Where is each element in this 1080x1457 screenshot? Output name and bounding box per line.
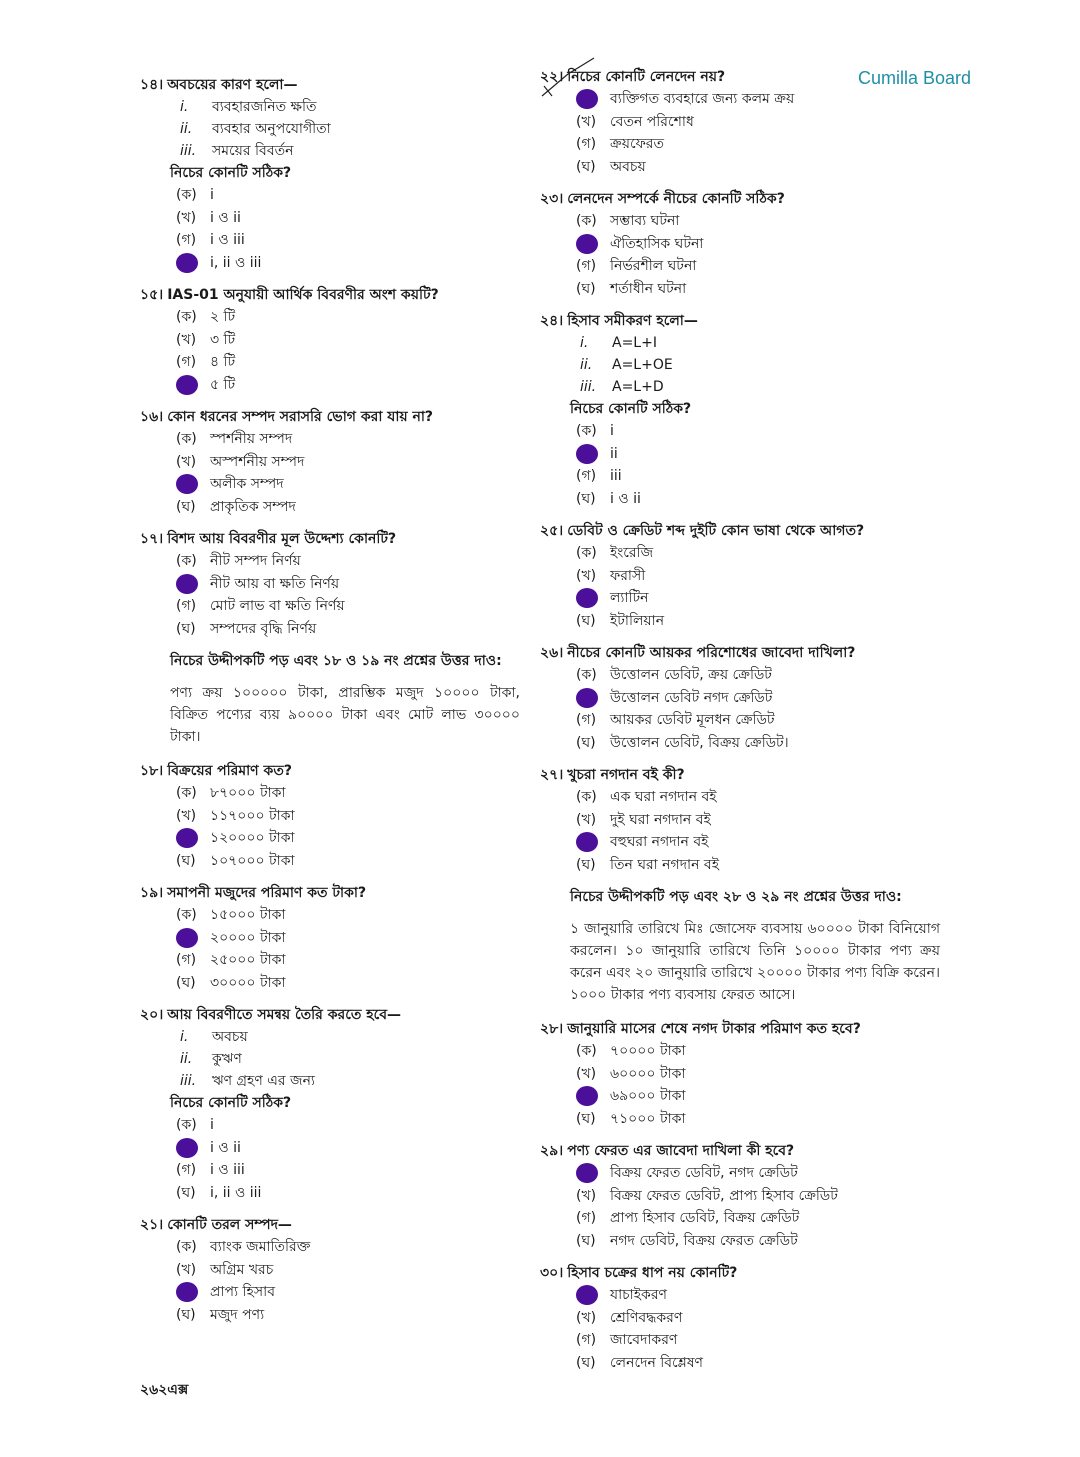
- answer-bubble-icon: [576, 1163, 598, 1183]
- question-text: নিচের কোনটি লেনদেন নয়?: [567, 69, 726, 85]
- option-selected: ঐতিহাসিক ঘটনা: [540, 233, 940, 256]
- question-text: বিক্রয়ের পরিমাণ কত?: [167, 763, 292, 779]
- option: (ঘ) তিন ঘরা নগদান বই: [576, 856, 720, 873]
- answer-bubble-icon: [576, 234, 598, 254]
- answer-bubble-icon: [176, 375, 198, 395]
- option-selected: i ও ii: [140, 1137, 520, 1160]
- option: (ক) ১৫০০০ টাকা: [176, 907, 286, 923]
- question-text: সমাপনী মজুদের পরিমাণ কত টাকা?: [167, 885, 367, 901]
- option: (খ) ১১৭০০০ টাকা: [176, 807, 295, 824]
- option: (ক) i: [176, 187, 214, 203]
- option: (ক) ২ টি: [176, 309, 236, 325]
- option-selected: ব্যক্তিগত ব্যবহারে জন্য কলম ক্রয়: [540, 88, 940, 111]
- option: (ঘ) প্রাকৃতিক সম্পদ: [176, 498, 296, 515]
- passage-instructions: নিচের উদ্দীপকটি পড় এবং ১৮ ও ১৯ নং প্রশ্নের উত্তর দাও:: [170, 653, 502, 669]
- option: (ক) ৭০০০০ টাকা: [576, 1043, 686, 1059]
- option: (খ) শ্রেণিবদ্ধকরণ: [576, 1309, 683, 1326]
- question-text: খুচরা নগদান বই কী?: [567, 767, 685, 783]
- right-column: [540, 60, 940, 1384]
- option: (ক) উত্তোলন ডেবিট, ক্রয় ক্রেডিট: [576, 667, 772, 683]
- question-16: ১৬। কোন ধরনের সম্পদ সরাসরি ভোগ করা যায় না? (ক) স্পর্শনীয় সম্পদ (খ) অস্পর্শনীয় সম্পদ অলীক সম্পদ (ঘ) প্রাকৃতিক সম্পদ: [140, 406, 520, 518]
- question-29: ২৯। পণ্য ফেরত এর জাবেদা দাখিলা কী হবে? বিক্রয় ফেরত ডেবিট, নগদ ক্রেডিট (খ) বিক্রয় ফেরত ডেবিট, প্রাপ্য হিসাব ক্রেডিট (গ) প্রাপ্য হিসাব ডেবিট, বিক্রয় ক্রেডিট (ঘ) নগদ ডেবিট, বিক্রয় ফেরত ক্রেডিট: [540, 1140, 940, 1252]
- question-text: কোনটি তরল সম্পদ—: [167, 1217, 292, 1233]
- option: (ক) ব্যাংক জমাতিরিক্ত: [176, 1239, 311, 1255]
- question-prompt: নিচের কোনটি সঠিক?: [170, 1095, 292, 1111]
- option-selected: উত্তোলন ডেবিট নগদ ক্রেডিট: [540, 687, 940, 710]
- left-column: [140, 60, 520, 1336]
- answer-bubble-icon: [176, 574, 198, 594]
- option-selected: ২০০০০ টাকা: [140, 927, 520, 950]
- answer-bubble-icon: [576, 688, 598, 708]
- statement: ii. ব্যবহার অনুপযোগীতা: [180, 121, 331, 137]
- option-selected: ৬৯০০০ টাকা: [540, 1085, 940, 1108]
- answer-bubble-icon: [176, 474, 198, 494]
- option-selected: ল্যাটিন: [540, 587, 940, 610]
- answer-bubble-icon: [176, 253, 198, 273]
- option: (ঘ) নগদ ডেবিট, বিক্রয় ফেরত ক্রেডিট: [576, 1232, 798, 1249]
- option: (ঘ) ১০৭০০০ টাকা: [176, 852, 295, 869]
- answer-bubble-icon: [576, 89, 598, 109]
- option: (খ) ৩ টি: [176, 331, 236, 348]
- option: (গ) i ও iii: [176, 232, 245, 248]
- answer-bubble-icon: [176, 928, 198, 948]
- option-selected: ii: [540, 443, 940, 466]
- option: (গ) ক্রয়ফেরত: [576, 136, 665, 152]
- option: (খ) বিক্রয় ফেরত ডেবিট, প্রাপ্য হিসাব ক্রেডিট: [576, 1187, 838, 1204]
- question-15: ১৫। IAS-01 অনুযায়ী আর্থিক বিবরণীর অংশ কয়টি? (ক) ২ টি (খ) ৩ টি (গ) ৪ টি ৫ টি: [140, 284, 520, 396]
- question-19: ১৯। সমাপনী মজুদের পরিমাণ কত টাকা? (ক) ১৫০০০ টাকা ২০০০০ টাকা (গ) ২৫০০০ টাকা (ঘ) ৩০০০০ টাকা: [140, 882, 520, 994]
- question-25: ২৫। ডেবিট ও ক্রেডিট শব্দ দুইটি কোন ভাষা থেকে আগত? (ক) ইংরেজি (খ) ফরাসী ল্যাটিন (ঘ) ইটালিয়ান: [540, 520, 940, 632]
- passage-text: পণ্য ক্রয় ১০০০০০ টাকা, প্রারম্ভিক মজুদ ১০০০০ টাকা, বিক্রিত পণ্যের ব্যয় ৯০০০০ টাকা এবং মোট লাভ ৩০০০০ টাকা।: [170, 685, 520, 745]
- option: (ক) নীট সম্পদ নির্ণয়: [176, 553, 301, 569]
- option-selected: বিক্রয় ফেরত ডেবিট, নগদ ক্রেডিট: [540, 1162, 940, 1185]
- answer-bubble-icon: [576, 588, 598, 608]
- option: (গ) মোট লাভ বা ক্ষতি নির্ণয়: [176, 598, 345, 614]
- option-selected: নীট আয় বা ক্ষতি নির্ণয়: [140, 573, 520, 596]
- option: (ঘ) উত্তোলন ডেবিট, বিক্রয় ক্রেডিট।: [576, 734, 789, 751]
- option: (গ) ৪ টি: [176, 354, 236, 370]
- option: (ঘ) ৩০০০০ টাকা: [176, 974, 286, 991]
- statement: i. A=L+I: [580, 335, 657, 351]
- option: (গ) আয়কর ডেবিট মূলধন ক্রেডিট: [576, 712, 775, 728]
- statement: iii. ঋণ গ্রহণ এর জন্য: [180, 1073, 315, 1089]
- option: (ক) স্পর্শনীয় সম্পদ: [176, 431, 293, 447]
- question-22: ২২। নিচের কোনটি লেনদেন নয়? ব্যক্তিগত ব্যবহারে জন্য কলম ক্রয় (খ) বেতন পরিশোধ (গ) ক্রয়ফেরত (ঘ) অবচয়: [540, 66, 940, 178]
- answer-bubble-icon: [176, 828, 198, 848]
- option: (ক) ৮৭০০০ টাকা: [176, 785, 286, 801]
- option: (খ) বেতন পরিশোধ: [576, 113, 694, 130]
- question-18: ১৮। বিক্রয়ের পরিমাণ কত? (ক) ৮৭০০০ টাকা (খ) ১১৭০০০ টাকা ১২০০০০ টাকা (ঘ) ১০৭০০০ টাকা: [140, 760, 520, 872]
- question-text: অবচয়ের কারণ হলো—: [167, 77, 298, 93]
- option: (ক) এক ঘরা নগদান বই: [576, 789, 717, 805]
- question-14: ১৪। অবচয়ের কারণ হলো— i. ব্যবহারজনিত ক্ষতি ii. ব্যবহার অনুপযোগীতা iii. সময়ের বিবর্তন নিচের কোনটি সঠিক? (ক) i (খ) i ও ii (গ) i ও iii i, ii ও iii: [140, 74, 520, 274]
- answer-bubble-icon: [576, 1086, 598, 1106]
- option: (ঘ) ৭১০০০ টাকা: [576, 1110, 686, 1127]
- page-code: ২৬২এক্স: [140, 1382, 189, 1398]
- answer-bubble-icon: [576, 444, 598, 464]
- option: (গ) iii: [576, 468, 622, 484]
- statement: ii. A=L+OE: [580, 357, 673, 373]
- option: (গ) জাবেদাকরণ: [576, 1332, 678, 1348]
- option: (খ) i ও ii: [176, 209, 241, 226]
- statement: i. ব্যবহারজনিত ক্ষতি: [180, 99, 317, 115]
- question-text: হিসাব চক্রের ধাপ নয় কোনটি?: [567, 1265, 738, 1281]
- option: (খ) অগ্রিম খরচ: [176, 1261, 274, 1278]
- option: (ঘ) ইটালিয়ান: [576, 612, 665, 629]
- question-23: ২৩। লেনদেন সম্পর্কে নীচের কোনটি সঠিক? (ক) সম্ভাব্য ঘটনা ঐতিহাসিক ঘটনা (গ) নির্ভরশীল ঘটনা (ঘ) শর্তাধীন ঘটনা: [540, 188, 940, 300]
- question-text: পণ্য ফেরত এর জাবেদা দাখিলা কী হবে?: [567, 1143, 795, 1159]
- option: (ঘ) i, ii ও iii: [176, 1184, 262, 1201]
- question-28: ২৮। জানুয়ারি মাসের শেষে নগদ টাকার পরিমাণ কত হবে? (ক) ৭০০০০ টাকা (খ) ৬০০০০ টাকা ৬৯০০০ টাকা (ঘ) ৭১০০০ টাকা: [540, 1018, 940, 1130]
- answer-bubble-icon: [576, 1285, 598, 1305]
- passage-text: ১ জানুয়ারি তারিখে মিঃ জোসেফ ব্যবসায় ৬০০০০ টাকা বিনিয়োগ করলেন। ১০ জানুয়ারি তারিখে তিনি ১০০০০ টাকার পণ্য ক্রয় করেন এবং ২০ জানুয়ারি তারিখে ২০০০০ টাকার পণ্য বিক্রি করেন। ১০০০ টাকার পণ্য ব্যবসায় ফেরত আসে।: [570, 921, 940, 1003]
- question-prompt: নিচের কোনটি সঠিক?: [170, 165, 292, 181]
- option-selected: বহুঘরা নগদান বই: [540, 831, 940, 854]
- question-text: হিসাব সমীকরণ হলো—: [567, 313, 698, 329]
- question-27: ২৭। খুচরা নগদান বই কী? (ক) এক ঘরা নগদান বই (খ) দুই ঘরা নগদান বই বহুঘরা নগদান বই (ঘ) তিন ঘরা নগদান বই: [540, 764, 940, 876]
- question-26: ২৬। নীচের কোনটি আয়কর পরিশোধের জাবেদা দাখিলা? (ক) উত্তোলন ডেবিট, ক্রয় ক্রেডিট উত্তোলন ডেবিট নগদ ক্রেডিট (গ) আয়কর ডেবিট মূলধন ক্রেডিট (ঘ) উত্তোলন ডেবিট, বিক্রয় ক্রেডিট।: [540, 642, 940, 754]
- option: (ক) i: [576, 423, 614, 439]
- option: (খ) অস্পর্শনীয় সম্পদ: [176, 453, 305, 470]
- question-prompt: নিচের কোনটি সঠিক?: [570, 401, 692, 417]
- question-text: IAS-01 অনুযায়ী আর্থিক বিবরণীর অংশ কয়টি?: [167, 287, 439, 303]
- option-selected: i, ii ও iii: [140, 252, 520, 275]
- question-text: বিশদ আয় বিবরণীর মূল উদ্দেশ্য কোনটি?: [167, 531, 397, 547]
- option: (ঘ) অবচয়: [576, 158, 646, 175]
- passage-instructions: নিচের উদ্দীপকটি পড় এবং ২৮ ও ২৯ নং প্রশ্নের উত্তর দাও:: [570, 889, 902, 905]
- option: (গ) ২৫০০০ টাকা: [176, 952, 286, 968]
- option: (খ) ফরাসী: [576, 567, 646, 584]
- option: (ঘ) শর্তাধীন ঘটনা: [576, 280, 687, 297]
- question-text: লেনদেন সম্পর্কে নীচের কোনটি সঠিক?: [567, 191, 785, 207]
- option-selected: অলীক সম্পদ: [140, 473, 520, 496]
- option: (ক) i: [176, 1117, 214, 1133]
- question-20: ২০। আয় বিবরণীতে সমন্বয় তৈরি করতে হবে— i. অবচয় ii. কুঋণ iii. ঋণ গ্রহণ এর জন্য নিচের কোনটি সঠিক? (ক) i i ও ii (গ) i ও iii (ঘ) i, ii ও iii: [140, 1004, 520, 1204]
- option: (ক) ইংরেজি: [576, 545, 654, 561]
- statement: iii. সময়ের বিবর্তন: [180, 143, 294, 159]
- answer-bubble-icon: [176, 1282, 198, 1302]
- board-label: Cumilla Board: [858, 68, 972, 88]
- question-text: কোন ধরনের সম্পদ সরাসরি ভোগ করা যায় না?: [167, 409, 434, 425]
- question-text: জানুয়ারি মাসের শেষে নগদ টাকার পরিমাণ কত হবে?: [567, 1021, 861, 1037]
- answer-bubble-icon: [176, 1138, 198, 1158]
- option: (গ) i ও iii: [176, 1162, 245, 1178]
- question-21: ২১। কোনটি তরল সম্পদ— (ক) ব্যাংক জমাতিরিক্ত (খ) অগ্রিম খরচ প্রাপ্য হিসাব (ঘ) মজুদ পণ্য: [140, 1214, 520, 1326]
- option-selected: যাচাইকরণ: [540, 1284, 940, 1307]
- option-selected: প্রাপ্য হিসাব: [140, 1281, 520, 1304]
- option: (গ) নির্ভরশীল ঘটনা: [576, 258, 697, 274]
- option-selected: ১২০০০০ টাকা: [140, 827, 520, 850]
- option: (ঘ) সম্পদের বৃদ্ধি নির্ণয়: [176, 620, 317, 637]
- option: (খ) ৬০০০০ টাকা: [576, 1065, 686, 1082]
- option: (ঘ) লেনদেন বিশ্লেষণ: [576, 1354, 704, 1371]
- option-selected: ৫ টি: [140, 374, 520, 397]
- option: (গ) প্রাপ্য হিসাব ডেবিট, বিক্রয় ক্রেডিট: [576, 1210, 800, 1226]
- question-text: নীচের কোনটি আয়কর পরিশোধের জাবেদা দাখিলা?: [567, 645, 856, 661]
- statement: iii. A=L+D: [580, 379, 664, 395]
- statement: ii. কুঋণ: [180, 1051, 242, 1067]
- option: (ঘ) i ও ii: [576, 490, 641, 507]
- question-30: ৩০। হিসাব চক্রের ধাপ নয় কোনটি? যাচাইকরণ (খ) শ্রেণিবদ্ধকরণ (গ) জাবেদাকরণ (ঘ) লেনদেন বিশ্লেষণ: [540, 1262, 940, 1374]
- question-text: ডেবিট ও ক্রেডিট শব্দ দুইটি কোন ভাষা থেকে আগত?: [567, 523, 865, 539]
- option: (খ) দুই ঘরা নগদান বই: [576, 811, 711, 828]
- question-text: আয় বিবরণীতে সমন্বয় তৈরি করতে হবে—: [167, 1007, 402, 1023]
- option: (ঘ) মজুদ পণ্য: [176, 1306, 265, 1323]
- statement: i. অবচয়: [180, 1029, 248, 1045]
- answer-bubble-icon: [576, 832, 598, 852]
- question-17: ১৭। বিশদ আয় বিবরণীর মূল উদ্দেশ্য কোনটি? (ক) নীট সম্পদ নির্ণয় নীট আয় বা ক্ষতি নির্ণয় (গ) মোট লাভ বা ক্ষতি নির্ণয় (ঘ) সম্পদের বৃদ্ধি নির্ণয়: [140, 528, 520, 640]
- question-24: ২৪। হিসাব সমীকরণ হলো— i. A=L+I ii. A=L+OE iii. A=L+D নিচের কোনটি সঠিক? (ক) i ii (গ) iii (ঘ) i ও ii: [540, 310, 940, 510]
- option: (ক) সম্ভাব্য ঘটনা: [576, 213, 680, 229]
